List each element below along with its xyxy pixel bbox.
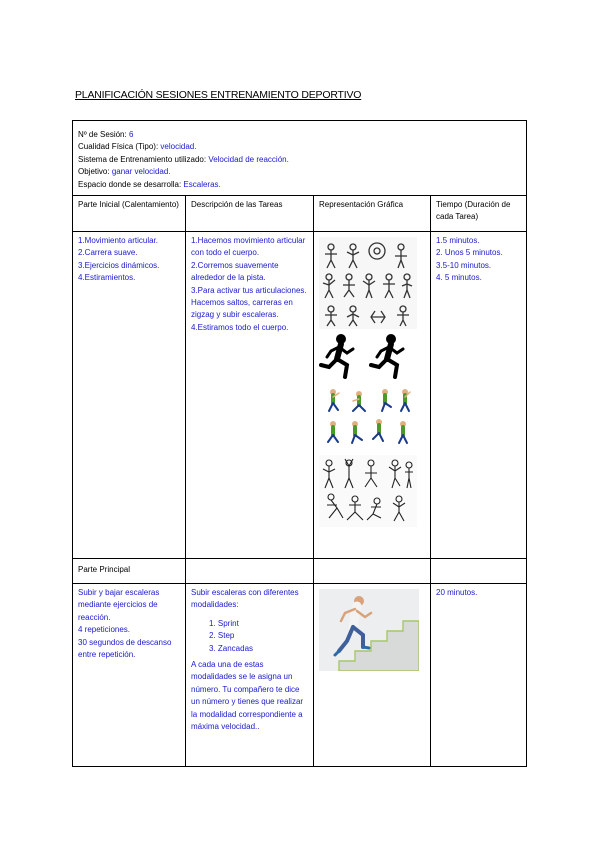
- list-item: 2.Corremos suavemente alrededor de la pista.: [191, 260, 279, 283]
- initial-duration-cell: [431, 232, 527, 559]
- list-item: 1.Hacemos movimiento articular con todo el cuerpo.: [191, 236, 306, 258]
- stretching-illustration: [319, 455, 425, 527]
- list-item: 1. Sprint: [209, 618, 239, 628]
- location-value: Escaleras.: [183, 179, 221, 189]
- physical-quality-value: velocidad.: [160, 142, 197, 152]
- list-item: 4. 5 minutos.: [436, 273, 482, 283]
- session-info: [73, 121, 527, 196]
- list-item: 4.Estiramos todo el cuerpo.: [191, 322, 289, 332]
- list-item: 1.5 minutos.: [436, 236, 480, 245]
- training-system-label: Sistema de Entrenamiento utilizado:: [78, 154, 207, 164]
- list-item: 3.Ejercicios dinámicos.: [78, 260, 160, 270]
- list-item: 2. Unos 5 minutos.: [436, 248, 503, 258]
- main-header-empty: [186, 559, 314, 584]
- initial-part-cell: [73, 232, 186, 559]
- main-part-rest: 30 segundos de descanso entre repetición.: [78, 637, 172, 660]
- initial-graphic-cell: [314, 232, 431, 559]
- main-tasks-text: A cada una de estas modalidades se le asigna un número. Tu compañero te dice un número y tienes que realizar la modalidad correspondiente a máxima velocidad..: [191, 660, 304, 732]
- list-item: 3. Zancadas: [209, 643, 254, 653]
- main-part-cell: [73, 584, 186, 767]
- list-item: 3.5-10 minutos.: [436, 260, 492, 270]
- objective-row: [78, 166, 521, 178]
- header-task-description: Descripción de las Tareas: [186, 196, 314, 232]
- stair-runner-illustration: [319, 589, 425, 671]
- header-graphic: Representación Gráfica: [314, 196, 431, 232]
- list-item: 3.Para activar tus articulaciones. Hacemos saltos, carreras en zigzag y subir escaleras.: [191, 285, 307, 320]
- session-number-label: Nº de Sesión:: [78, 130, 127, 139]
- session-table: [72, 120, 527, 767]
- main-part-header: Parte Principal: [73, 559, 186, 584]
- objective-value: ganar velocidad.: [111, 167, 171, 177]
- physical-quality-row: [78, 141, 521, 153]
- training-system-value: Velocidad de reacción.: [208, 154, 289, 164]
- location-label: Espacio donde se desarrolla:: [78, 179, 182, 189]
- session-number-row: [78, 129, 521, 141]
- running-silhouettes-illustration: [319, 333, 425, 381]
- page-title: PLANIFICACIÓN SESIONES ENTRENAMIENTO DEPORTIVO: [75, 89, 362, 101]
- dynamic-exercises-illustration: [319, 385, 425, 451]
- objective-label: Objetivo:: [78, 167, 110, 177]
- header-duration: Tiempo (Duración de cada Tarea): [431, 196, 527, 232]
- physical-quality-label: Cualidad Física (Tipo):: [78, 142, 159, 152]
- training-system-row: [78, 154, 521, 166]
- header-initial-part: Parte Inicial (Calentamiento): [73, 196, 186, 232]
- main-tasks-cell: [186, 584, 314, 767]
- initial-tasks-cell: [186, 232, 314, 559]
- joint-mobility-illustration: [319, 237, 425, 329]
- main-duration-cell: 20 minutos.: [431, 584, 527, 767]
- list-item: 4.Estiramientos.: [78, 273, 136, 283]
- location-row: [78, 179, 521, 191]
- main-tasks-intro: Subir escaleras con diferentes modalidades:: [191, 588, 299, 610]
- main-part-repetitions: 4 repeticiones.: [78, 625, 131, 635]
- list-item: 2. Step: [209, 631, 235, 641]
- modalities-list: [191, 618, 308, 655]
- list-item: 1.Movimiento articular.: [78, 236, 159, 245]
- session-number-value: 6: [128, 130, 134, 139]
- main-header-empty: [431, 559, 527, 584]
- main-header-empty: [314, 559, 431, 584]
- main-graphic-cell: [314, 584, 431, 767]
- list-item: 2.Carrera suave.: [78, 248, 138, 258]
- main-part-description: Subir y bajar escaleras mediante ejercicios de reacción.: [78, 588, 160, 622]
